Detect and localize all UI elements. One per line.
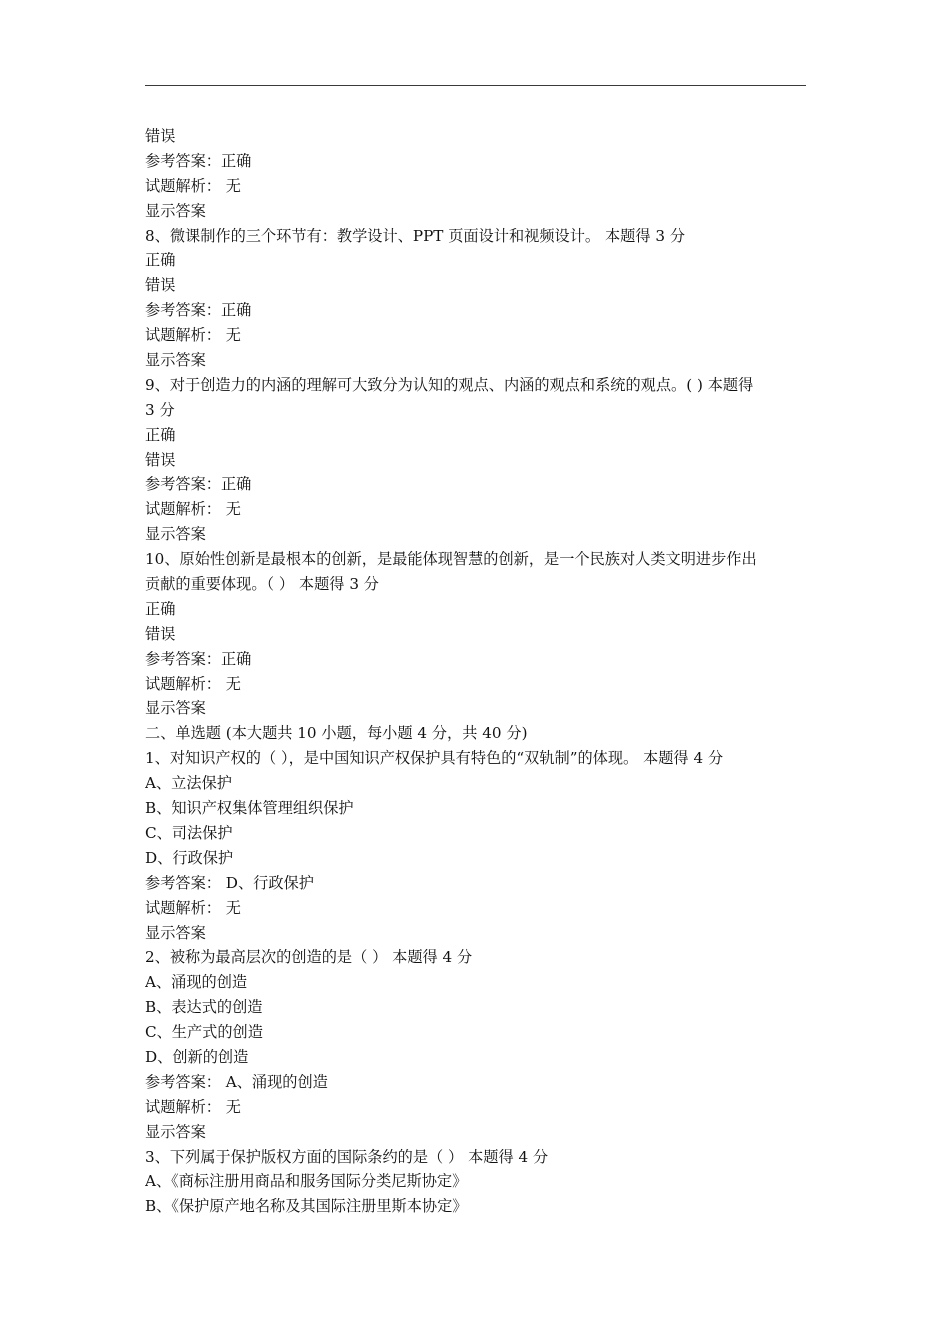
explanation: 试题解析： 无 [145, 500, 241, 519]
option-b[interactable]: B、表达式的创造 [145, 998, 263, 1017]
option-false[interactable]: 错误 [145, 276, 176, 295]
option-d[interactable]: D、创新的创造 [145, 1047, 249, 1066]
question-10: 10、原始性创新是最根本的创新，是最能体现智慧的创新，是一个民族对人类文明进步作出 [145, 550, 757, 569]
reference-answer: 参考答案：正确 [145, 649, 252, 668]
mc-question-1: 1、对知识产权的（ ），是中国知识产权保护具有特色的“双轨制”的体现。 本题得 4 分 [145, 749, 724, 768]
option-c[interactable]: C、司法保护 [145, 823, 233, 842]
option-false[interactable]: 错误 [145, 450, 176, 469]
explanation: 试题解析： 无 [145, 176, 241, 195]
section-heading: 二、单选题 (本大题共 10 小题，每小题 4 分，共 40 分) [145, 724, 528, 743]
question-9: 9、对于创造力的内涵的理解可大致分为认知的观点、内涵的观点和系统的观点。( ) 本题得 [145, 375, 754, 394]
option-a[interactable]: A、涌现的创造 [145, 973, 248, 992]
document-body [145, 124, 809, 1219]
option-b[interactable]: B、《保护原产地名称及其国际注册里斯本协定》 [145, 1197, 468, 1216]
explanation: 试题解析： 无 [145, 674, 241, 693]
option-true[interactable]: 正确 [145, 251, 176, 270]
question-9-continued: 3 分 [145, 400, 175, 419]
show-answer-link[interactable]: 显示答案 [145, 699, 206, 718]
reference-answer: 参考答案：正确 [145, 151, 252, 170]
question-8: 8、微课制作的三个环节有：教学设计、PPT 页面设计和视频设计。 本题得 3 分 [145, 226, 686, 245]
option-c[interactable]: C、生产式的创造 [145, 1023, 263, 1042]
show-answer-link[interactable]: 显示答案 [145, 1122, 206, 1141]
reference-answer: 参考答案： D、行政保护 [145, 873, 314, 892]
option-b[interactable]: B、知识产权集体管理组织保护 [145, 799, 354, 818]
reference-answer: 参考答案：正确 [145, 475, 252, 494]
reference-answer: 参考答案：正确 [145, 301, 252, 320]
question-10-continued: 贡献的重要体现。（ ） 本题得 3 分 [145, 575, 379, 594]
show-answer-link[interactable]: 显示答案 [145, 351, 206, 370]
show-answer-link[interactable]: 显示答案 [145, 201, 206, 220]
text-line: 错误 [145, 127, 176, 145]
option-a[interactable]: A、立法保护 [145, 774, 232, 793]
option-true[interactable]: 正确 [145, 425, 176, 444]
explanation: 试题解析： 无 [145, 898, 241, 917]
option-d[interactable]: D、行政保护 [145, 848, 234, 867]
option-true[interactable]: 正确 [145, 599, 176, 618]
reference-answer: 参考答案： A、涌现的创造 [145, 1072, 328, 1091]
show-answer-link[interactable]: 显示答案 [145, 525, 206, 544]
mc-question-3: 3、下列属于保护版权方面的国际条约的是（ ） 本题得 4 分 [145, 1147, 549, 1166]
option-false[interactable]: 错误 [145, 624, 176, 643]
explanation: 试题解析： 无 [145, 326, 241, 345]
show-answer-link[interactable]: 显示答案 [145, 923, 206, 942]
header-rule [145, 85, 806, 86]
option-a[interactable]: A、《商标注册用商品和服务国际分类尼斯协定》 [145, 1172, 468, 1191]
mc-question-2: 2、被称为最高层次的创造的是（ ） 本题得 4 分 [145, 948, 473, 967]
explanation: 试题解析： 无 [145, 1097, 241, 1116]
